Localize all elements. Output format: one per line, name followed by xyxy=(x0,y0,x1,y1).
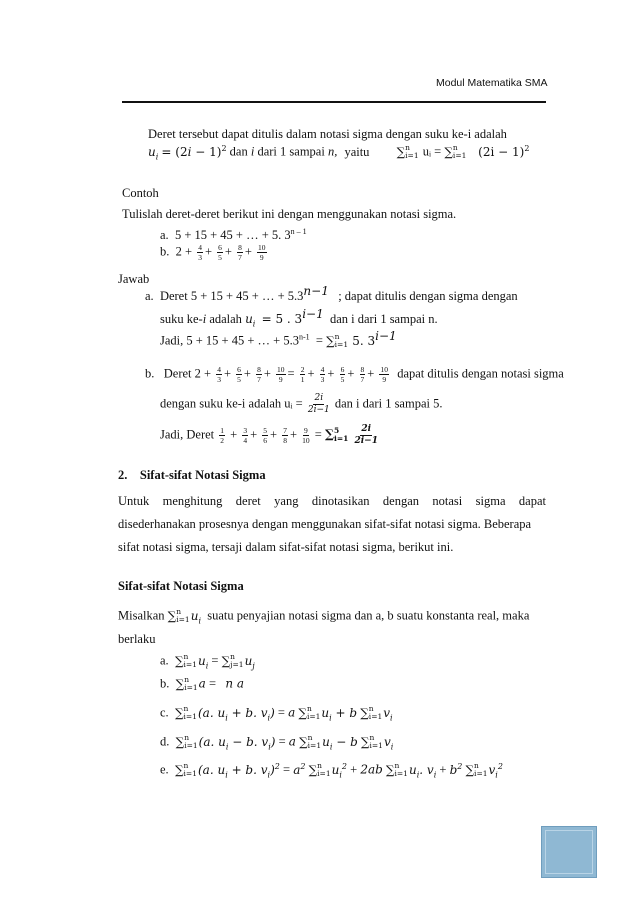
jawab-b-line-1: b. Deret 2 + $\frac{4}{3}$ + $\frac{6}{5}$ + $\frac{8}{7}$ + $\frac{10}{9}$ = $\frac{2}{1}$ + $\frac{4}{3}$ + $\frac{6}{5}$ + $\frac{8}{7}$ + $\frac{10}{9}$ dapat ditulis dengan notasi sigma xyxy=(145,365,564,384)
header-rule xyxy=(122,101,546,103)
section-2-para-2: disederhanakan prosesnya dengan menggunakan sifat-sifat notasi sigma. Beberapa xyxy=(118,517,532,531)
sifat-heading: Sifat-sifat Notasi Sigma xyxy=(118,579,244,593)
header-title: Modul Matematika SMA xyxy=(436,77,548,89)
section-2-para-3: sifat notasi sigma, tersaji dalam sifat-sifat notasi sigma, berikut ini. xyxy=(118,540,454,554)
intro-line-1: Deret tersebut dapat ditulis dalam notasi sigma dengan suku ke-i adalah xyxy=(148,127,507,141)
contoh-item-a: a. 5 + 15 + 45 + … + 5. 3$^{n - 1}$ xyxy=(160,226,307,242)
jawab-b-line-2: dengan suku ke-i adalah uᵢ = $\frac{2i}{2i-1}$ dan i dari 1 sampai 5. xyxy=(160,393,443,415)
contoh-instruction: Tulislah deret-deret berikut ini dengan menggunakan notasi sigma. xyxy=(122,207,457,221)
sifat-item-e: e. ∑ n i=1 (a. $u_i + b$. $v_i)^2 = a^2$ ∑ n i=1 $u_i^2 + 2ab$ ∑ n i=1 $u_i$. $v_i + b^2$ ∑ n i=1 $v_i^2$ xyxy=(160,761,503,779)
sifat-item-b: b. ∑ n i=1 a = n a xyxy=(160,675,245,692)
sifat-intro-line-1: Misalkan ∑ n i=1 $u_i$ suatu penyajian notasi sigma dan a, b suatu konstanta real, maka xyxy=(118,607,530,625)
intro-line-2: $u_i = (2i - 1)^2$ dan i dari 1 sampai n, yaitu ∑ n i=1 uᵢ = ∑ n i=1 $(2i - 1)^2$ xyxy=(148,143,530,161)
contoh-item-b: b. 2 + $\frac{4}{3}$ + $\frac{6}{5}$ + $\frac{8}{7}$ + $\frac{10}{9}$ xyxy=(160,243,266,262)
page-number-box xyxy=(541,826,597,878)
jawab-a-line-2: suku ke-i adalah $u_i = 5$ . $3^{i-1}$ dan i dari 1 sampai n. xyxy=(160,307,438,329)
contoh-label: Contoh xyxy=(122,186,159,200)
sifat-item-d: d. ∑ n i=1 (a. $u_i - b$. $v_i) = a$ ∑ n i=1 $u_i - b$ ∑ n i=1 $v_i$ xyxy=(160,733,394,751)
section-2-para-1: Untuk menghitung deret yang dinotasikan dengan notasi sigma dapat xyxy=(118,494,546,508)
section-2-heading: 2. Sifat-sifat Notasi Sigma xyxy=(118,468,266,482)
sigma-sum-1: ∑ n i=1 xyxy=(396,143,419,160)
math-ui: $u_i$ xyxy=(148,144,159,161)
jawab-a-line-1: a. Deret 5 + 15 + 45 + … + $5.3^{n-1}$ ; dapat ditulis dengan sigma dengan xyxy=(145,283,518,303)
sigma-sum-2: ∑ n i=1 xyxy=(444,143,467,160)
jawab-a-line-3: Jadi, 5 + 15 + 45 + … + $5.3^{n-1}$ = ∑ n i=1 5. $3^{i-1}$ xyxy=(160,328,397,349)
jawab-b-line-3: Jadi, Deret $\frac{1}{2}$ + $\frac{3}{4}$ + $\frac{5}{6}$ + $\frac{7}{8}$ + $\frac{9}{10}$ = ∑ 5 i=1 $\frac{2i}{2i-1}$ xyxy=(160,424,378,446)
sifat-item-c: c. ∑ n i=1 (a. $u_i + b$. $v_i) = a$ ∑ n i=1 $u_i + b$ ∑ n i=1 $v_i$ xyxy=(160,704,393,722)
sifat-intro-line-2: berlaku xyxy=(118,632,156,646)
sifat-item-a: a. ∑ n i=1 $u_i$ = ∑ n j=1 $u_j$ xyxy=(160,652,255,670)
jawab-label: Jawab xyxy=(118,272,150,286)
math-eq: = $(2i - 1)^2$ xyxy=(161,143,227,159)
